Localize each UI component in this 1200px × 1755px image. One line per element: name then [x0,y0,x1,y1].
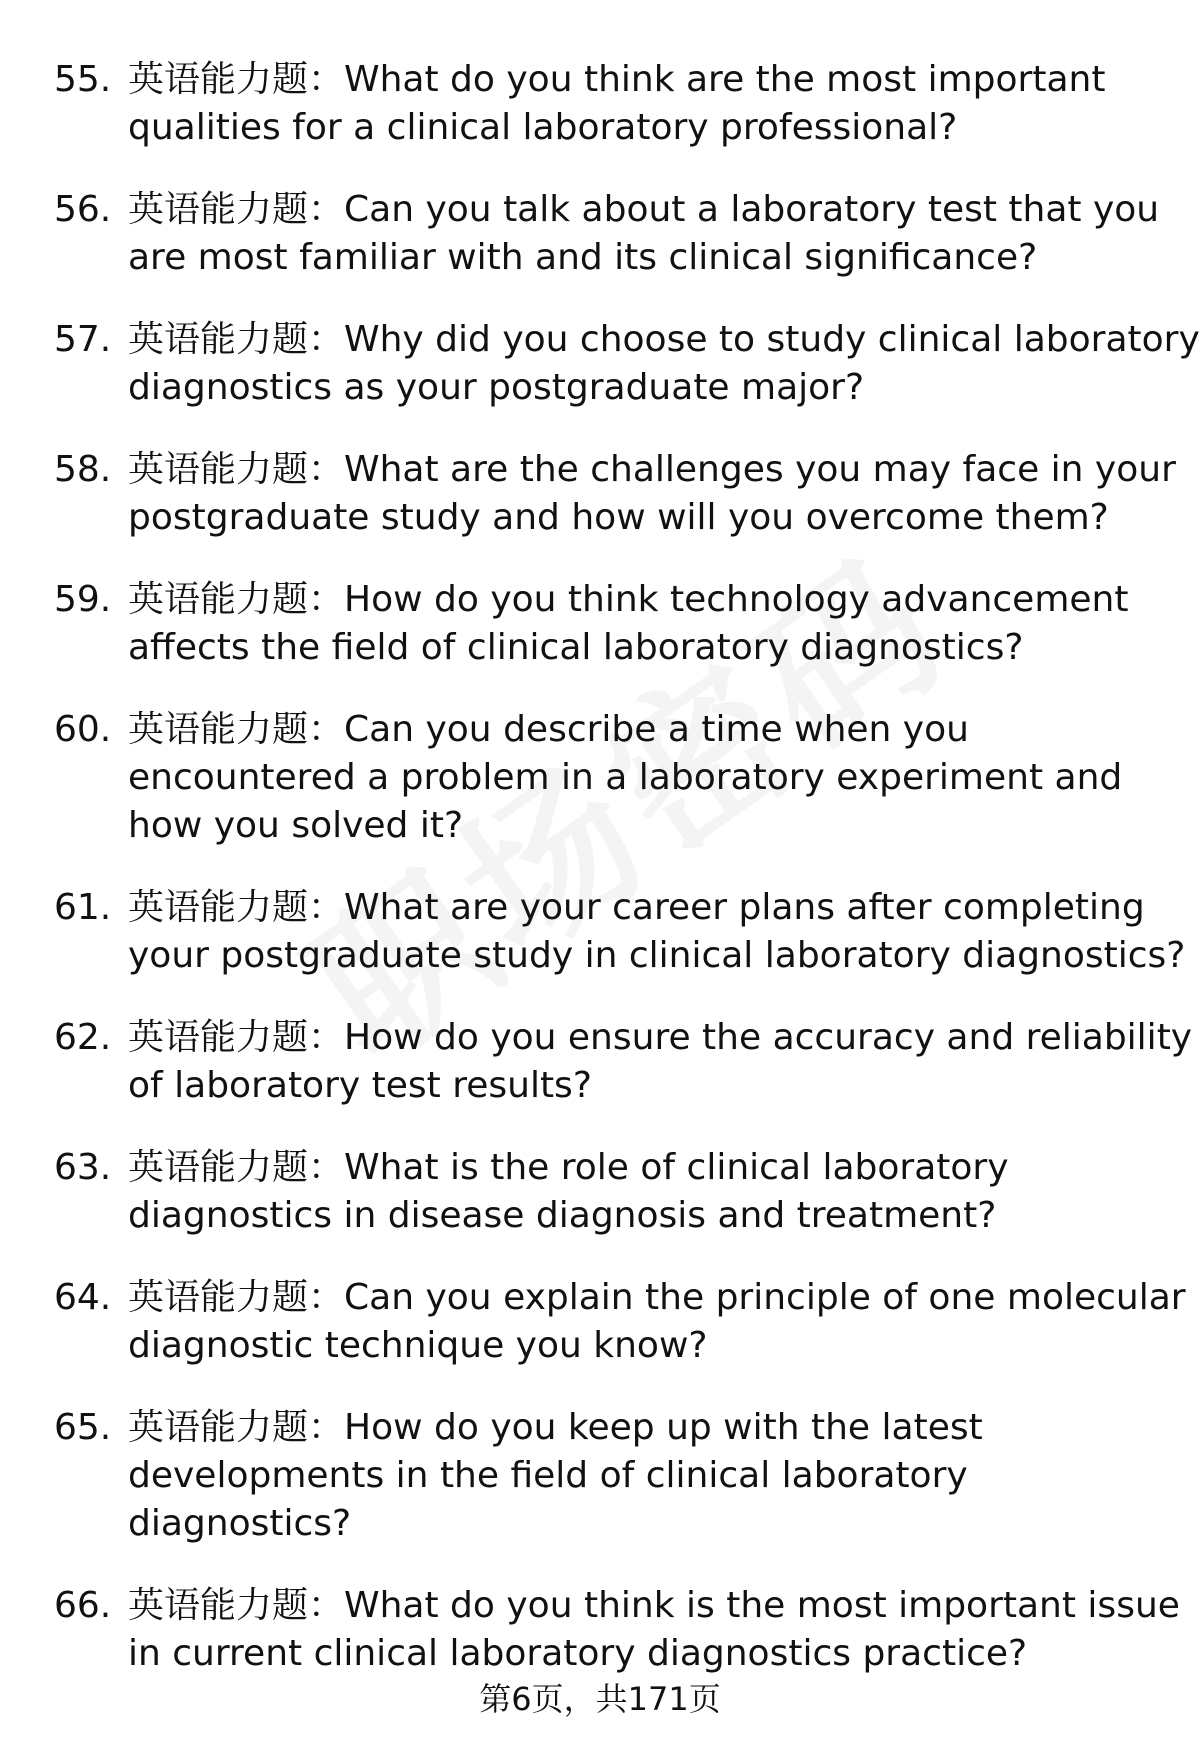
question-text: Why did you choose to study clinical laboratory diagnostics as your postgraduate major? [128,319,1200,408]
page-footer: 第6页，共171页 [479,1680,721,1718]
question-label: 英语能力题： [128,1147,345,1188]
question-label: 英语能力题： [128,1277,345,1318]
question-label: 英语能力题： [128,1407,345,1448]
question-text: Can you describe a time when you encountered a problem in a laboratory experiment and how you solved it? [128,709,1123,846]
question-item [0,316,1200,412]
question-number: 59. [54,579,112,620]
question-number: 66. [54,1585,112,1626]
question-text: What are the challenges you may face in your postgraduate study and how will you overcome them? [128,449,1176,538]
question-item [0,56,1200,152]
question-item [0,1274,1200,1370]
question-body [128,316,1200,412]
question-body [128,56,1200,152]
question-text: What do you think is the most important issue in current clinical laboratory diagnostics practice? [128,1585,1180,1674]
question-label: 英语能力题： [128,887,345,928]
question-body [128,884,1200,980]
question-body [128,1404,1200,1548]
question-item [0,884,1200,980]
question-label: 英语能力题： [128,59,345,100]
question-number: 57. [54,319,112,360]
question-body [128,1014,1200,1110]
question-body [128,1144,1200,1240]
question-number: 60. [54,709,112,750]
question-text: What is the role of clinical laboratory diagnostics in disease diagnosis and treatment? [128,1147,1009,1236]
question-label: 英语能力题： [128,1017,345,1058]
question-number: 58. [54,449,112,490]
question-text: How do you keep up with the latest developments in the field of clinical laboratory diagnostics? [128,1407,983,1544]
question-body [128,1274,1200,1370]
question-list [0,56,1200,1712]
question-label: 英语能力题： [128,579,345,620]
question-label: 英语能力题： [128,319,345,360]
question-body [128,446,1200,542]
question-item [0,1582,1200,1678]
question-text: How do you think technology advancement affects the field of clinical laboratory diagnostics? [128,579,1129,668]
question-number: 61. [54,887,112,928]
question-text: Can you explain the principle of one molecular diagnostic technique you know? [128,1277,1186,1366]
question-item [0,186,1200,282]
question-item [0,446,1200,542]
question-number: 55. [54,59,112,100]
question-text: How do you ensure the accuracy and reliability of laboratory test results? [128,1017,1193,1106]
question-number: 56. [54,189,112,230]
question-number: 64. [54,1277,112,1318]
question-item [0,1014,1200,1110]
question-text: What are your career plans after completing your postgraduate study in clinical laboratory diagnostics? [128,887,1186,976]
question-label: 英语能力题： [128,449,345,490]
question-text: What do you think are the most important qualities for a clinical laboratory professional? [128,59,1106,148]
question-number: 65. [54,1407,112,1448]
question-body [128,186,1200,282]
question-number: 63. [54,1147,112,1188]
question-label: 英语能力题： [128,709,345,750]
question-body [128,706,1200,850]
question-body [128,576,1200,672]
question-item [0,1404,1200,1548]
question-label: 英语能力题： [128,1585,345,1626]
question-item [0,1144,1200,1240]
question-number: 62. [54,1017,112,1058]
question-text: Can you talk about a laboratory test that you are most familiar with and its clinical significance? [128,189,1160,278]
question-item [0,576,1200,672]
question-label: 英语能力题： [128,189,345,230]
question-item [0,706,1200,850]
question-body [128,1582,1200,1678]
